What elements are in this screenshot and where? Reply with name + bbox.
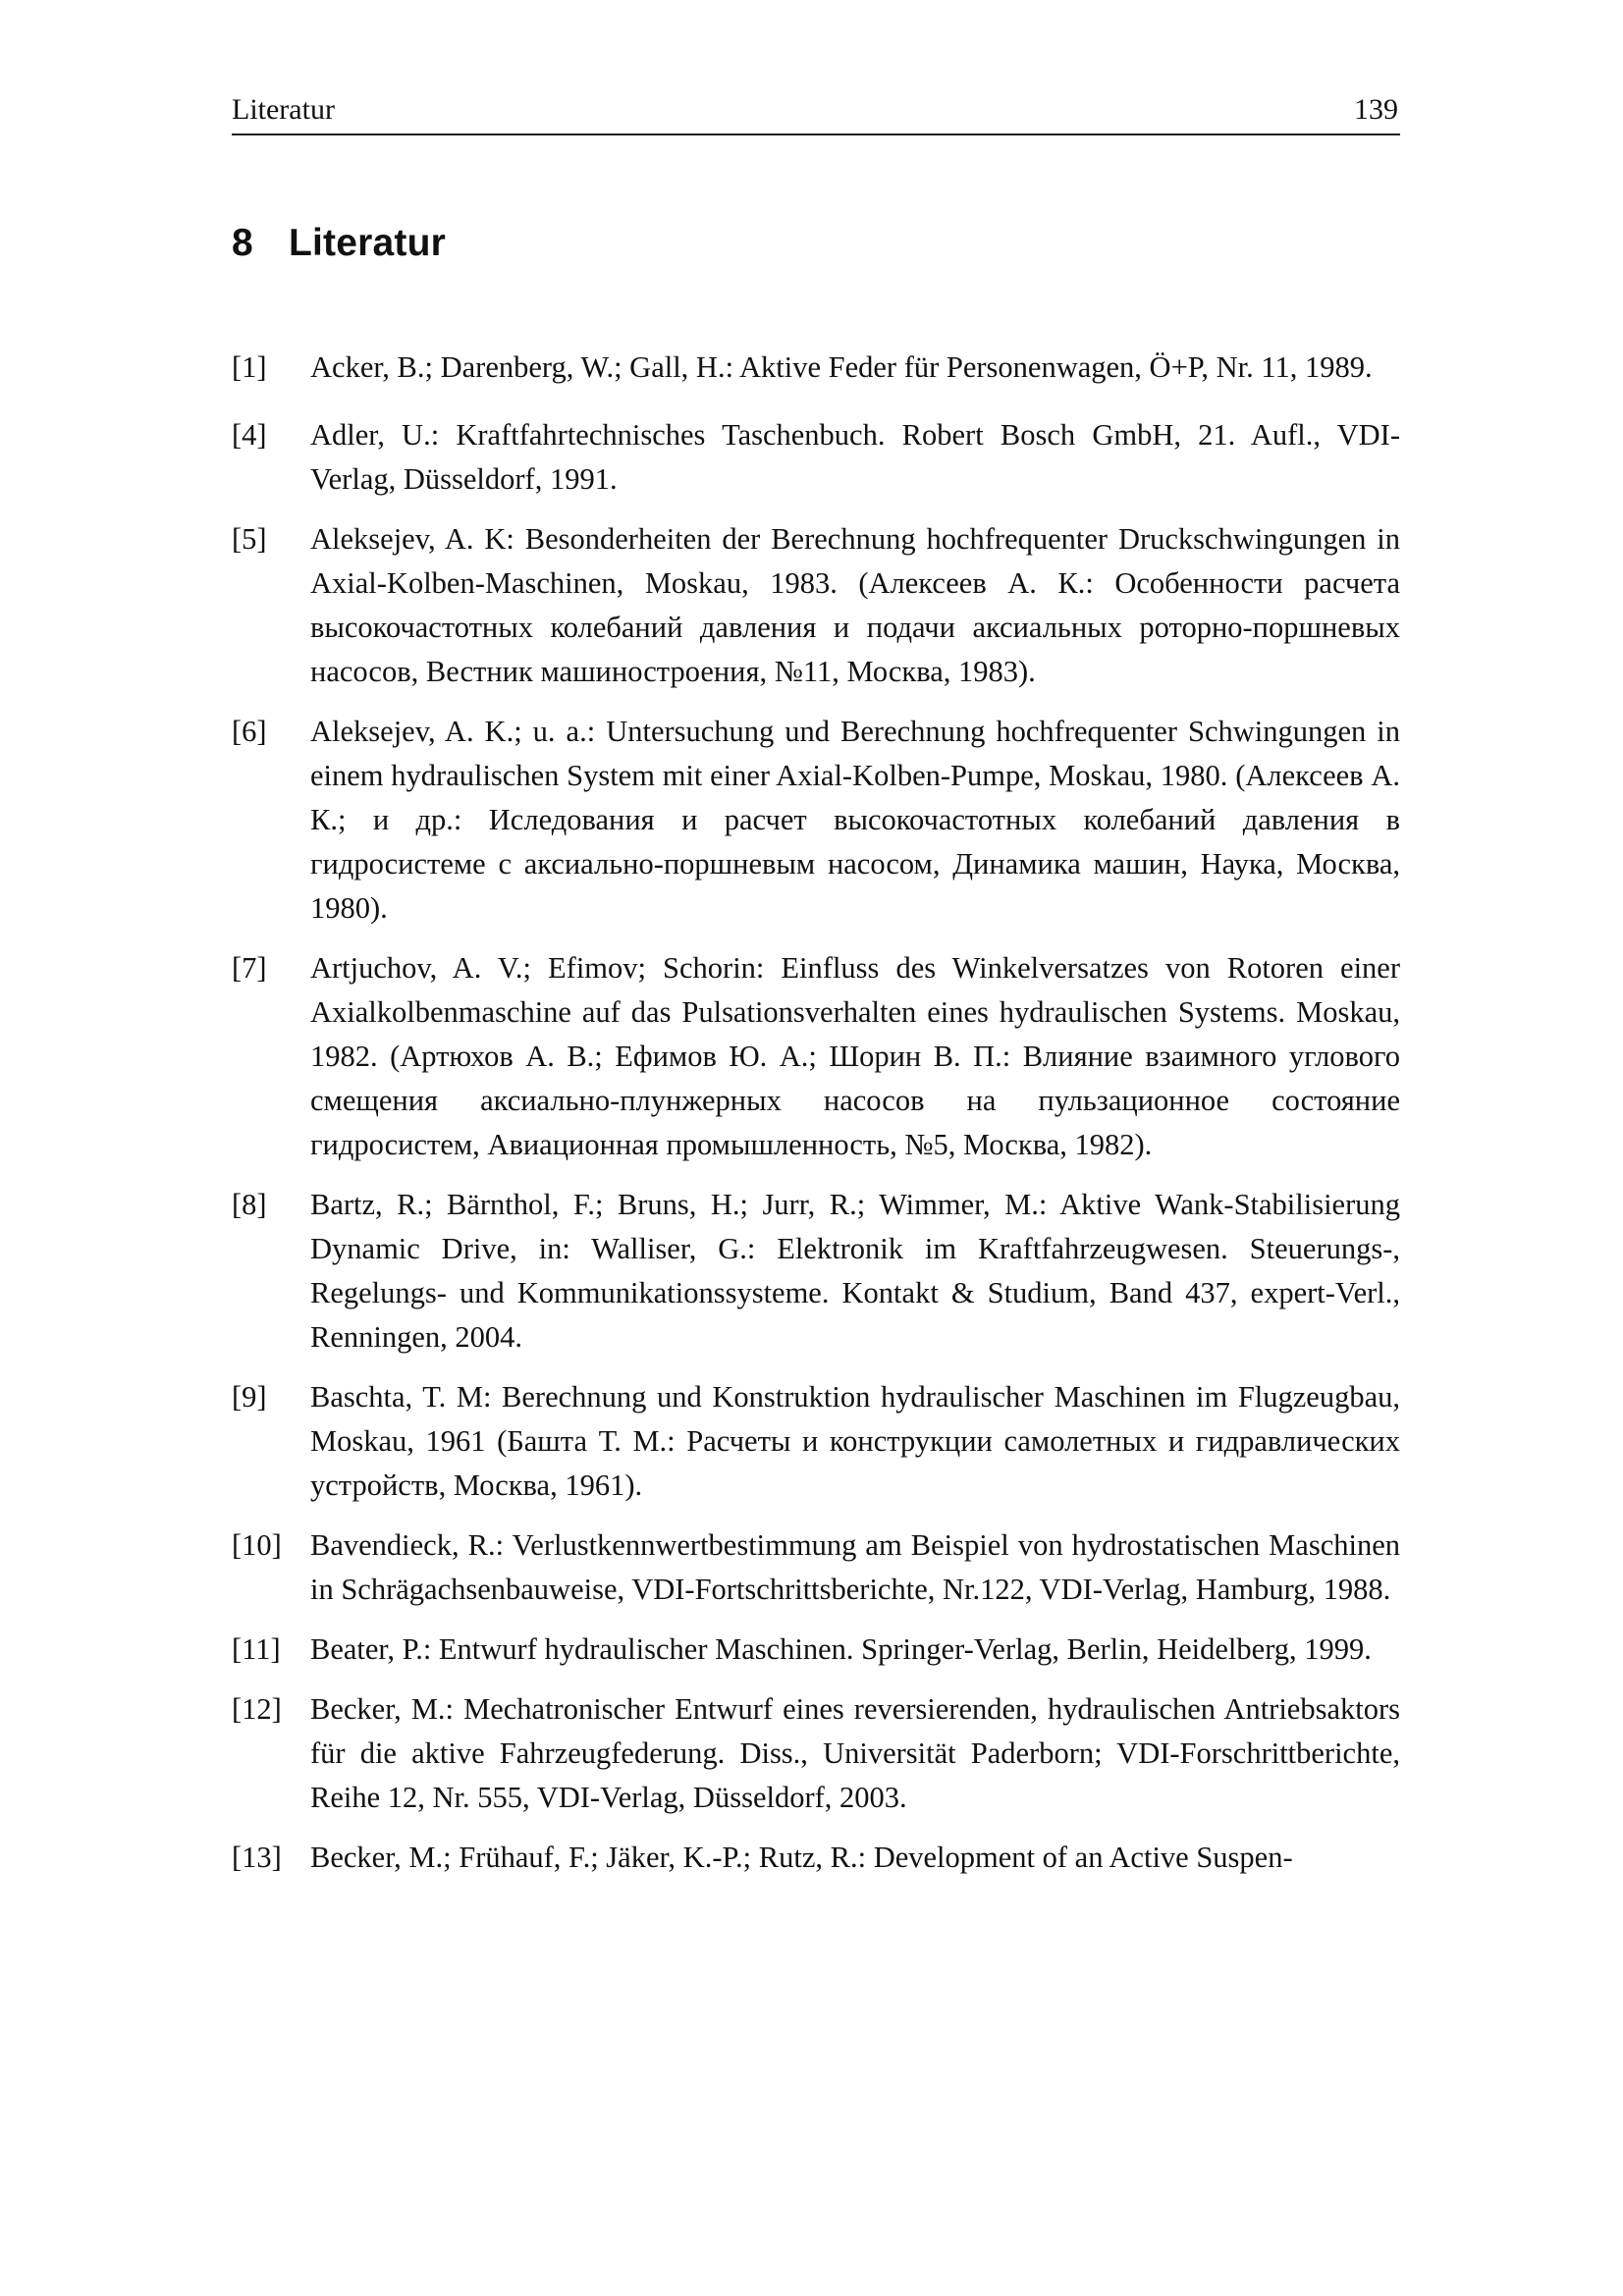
- running-header: [232, 90, 1400, 135]
- reference-number: [9]: [232, 1380, 267, 1414]
- reference-number: [8]: [232, 1188, 267, 1221]
- reference-text: Becker, M.: Mechatronischer Entwurf eines reversierenden, hydraulischen Antriebsaktors für die aktive Fahrzeugfederung. Diss., Universität Paderborn; VDI-Forschrittberichte, Reihe 12, Nr. 555, VDI-Verlag, Düsseldorf, 2003.: [310, 1692, 1400, 1814]
- reference-entry: [232, 517, 1400, 694]
- reference-entry: [232, 346, 1400, 390]
- reference-number: [12]: [232, 1692, 282, 1726]
- chapter-title-text: Literatur: [289, 222, 446, 264]
- chapter-number: 8: [232, 222, 253, 264]
- reference-number: [4]: [232, 418, 267, 452]
- reference-text: Becker, M.; Frühauf, F.; Jäker, K.-P.; Rutz, R.: Development of an Active Suspen-: [310, 1841, 1293, 1874]
- reference-entry: [232, 710, 1400, 931]
- page-number: 139: [1354, 93, 1398, 126]
- reference-number: [13]: [232, 1841, 282, 1874]
- header-section-title: Literatur: [232, 93, 335, 126]
- chapter-heading: [232, 218, 446, 269]
- reference-entry: [232, 1836, 1400, 1880]
- reference-text: Adler, U.: Kraftfahrtechnisches Taschenbuch. Robert Bosch GmbH, 21. Aufl., VDI-Verlag, Düsseldorf, 1991.: [310, 418, 1400, 496]
- reference-text: Bavendieck, R.: Verlustkennwertbestimmung am Beispiel von hydrostatischen Maschinen in Schrägachsenbauweise, VDI-Fortschrittsberichte, Nr.122, VDI-Verlag, Hamburg, 1988.: [310, 1528, 1400, 1606]
- reference-number: [6]: [232, 715, 267, 748]
- reference-text: Baschta, T. M: Berechnung und Konstruktion hydraulischer Maschinen im Flugzeugbau, Moskau, 1961 (Башта Т. М.: Расчеты и конструкции самолетных и гидравлических устройств, Москва, 1961).: [310, 1380, 1400, 1502]
- reference-text: Artjuchov, A. V.; Efimov; Schorin: Einfluss des Winkelversatzes von Rotoren einer Axialkolbenmaschine auf das Pulsationsverhalten eines hydraulischen Systems. Moskau, 1982. (Артюхов А. В.; Ефимов Ю. А.; Шорин В. П.: Влияние взаимного углового смещения аксиально-плунжерных насосов на пульзационное состояние гидросистем, Авиационная промышленность, №5, Москва, 1982).: [310, 951, 1400, 1161]
- reference-number: [10]: [232, 1528, 282, 1562]
- reference-text: Aleksejev, A. K: Besonderheiten der Berechnung hochfrequenter Druckschwingungen in Axial-Kolben-Maschinen, Moskau, 1983. (Алексеев А. К.: Особенности расчета высокочастотных колебаний давления и подачи аксиальных роторно-поршневых насосов, Вестник машиностроения, №11, Москва, 1983).: [310, 522, 1400, 688]
- reference-text: Beater, P.: Entwurf hydraulischer Maschinen. Springer-Verlag, Berlin, Heidelberg, 1999.: [310, 1632, 1372, 1666]
- reference-entry: [232, 946, 1400, 1167]
- reference-entry: [232, 1183, 1400, 1360]
- reference-entry: [232, 1375, 1400, 1508]
- reference-entry: [232, 1628, 1400, 1672]
- reference-entry: [232, 1523, 1400, 1612]
- reference-number: [11]: [232, 1632, 281, 1666]
- reference-list: [232, 346, 1400, 1896]
- reference-text: Acker, B.; Darenberg, W.; Gall, H.: Aktive Feder für Personenwagen, Ö+P, Nr. 11, 1989.: [310, 350, 1373, 384]
- reference-text: Bartz, R.; Bärnthol, F.; Bruns, H.; Jurr, R.; Wimmer, M.: Aktive Wank-Stabilisierung Dynamic Drive, in: Walliser, G.: Elektronik im Kraftfahrzeugwesen. Steuerungs-, Regelungs- und Kommunikationssysteme. Kontakt & Studium, Band 437, expert-Verl., Renningen, 2004.: [310, 1188, 1400, 1354]
- reference-number: [7]: [232, 951, 267, 985]
- reference-number: [5]: [232, 522, 267, 556]
- reference-entry: [232, 413, 1400, 502]
- reference-text: Aleksejev, A. K.; u. a.: Untersuchung und Berechnung hochfrequenter Schwingungen in einem hydraulischen System mit einer Axial-Kolben-Pumpe, Moskau, 1980. (Алексеев А. К.; и др.: Иследования и расчет высокочастотных колебаний давления в гидросистеме с аксиально-поршневым насосом, Динамика машин, Наука, Москва, 1980).: [310, 715, 1400, 925]
- reference-number: [1]: [232, 350, 267, 384]
- reference-entry: [232, 1687, 1400, 1820]
